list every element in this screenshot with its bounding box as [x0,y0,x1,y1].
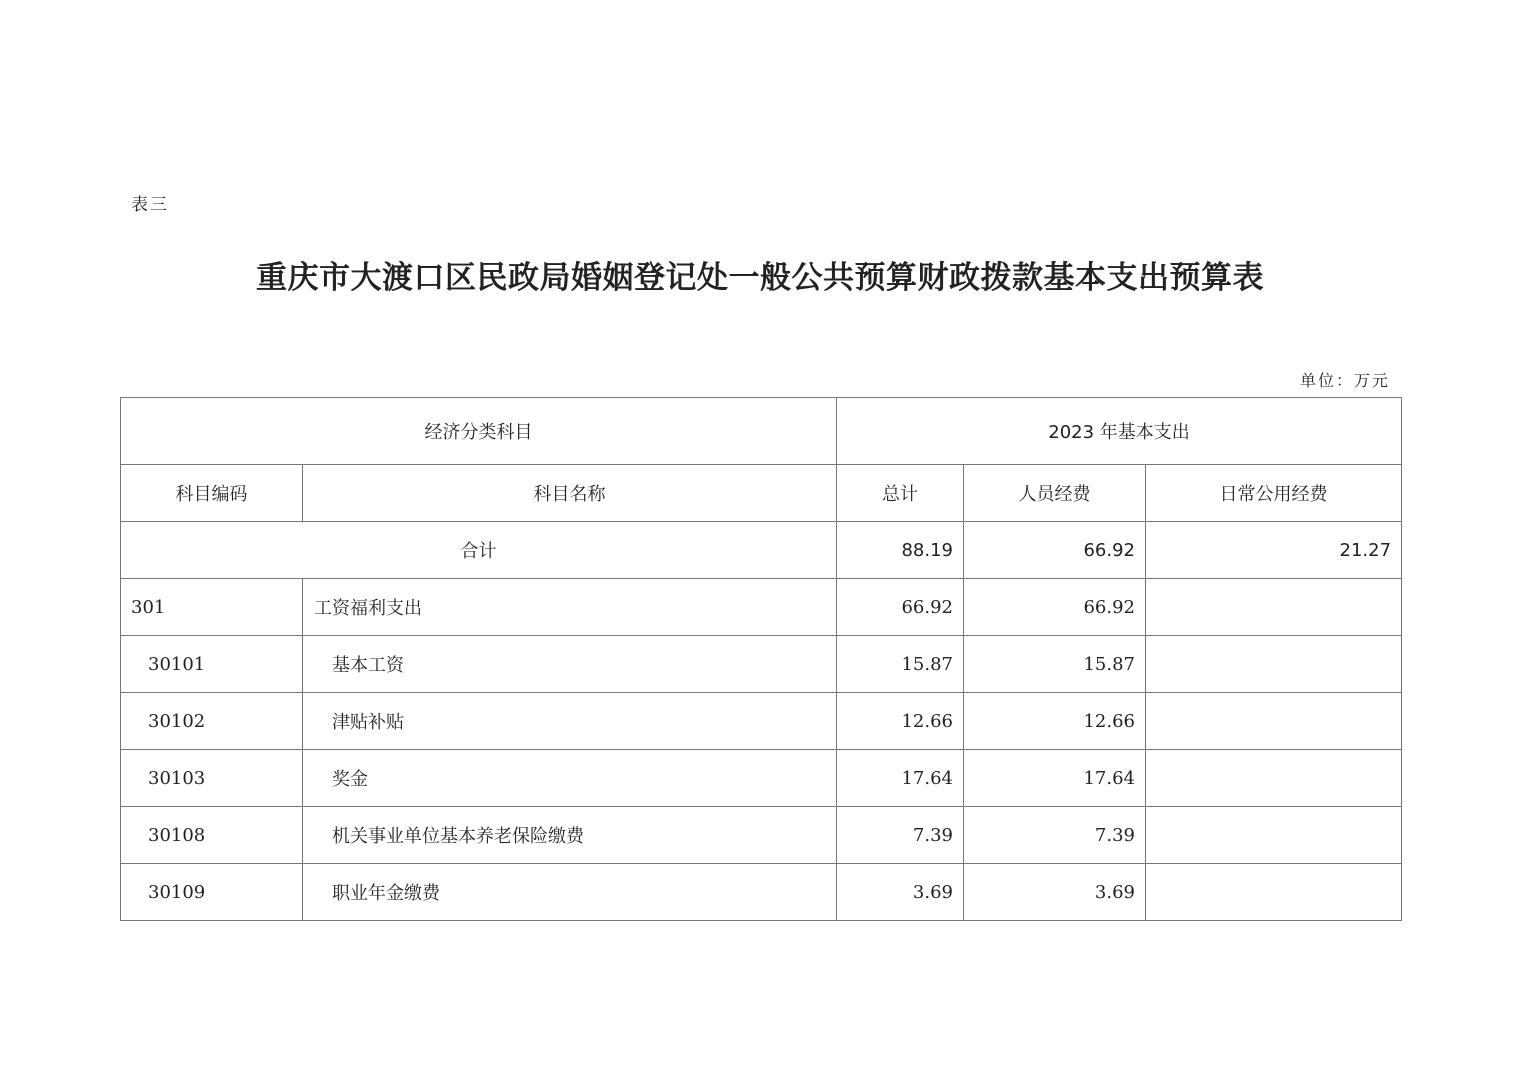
total-row [121,522,1402,579]
row-public [1146,693,1402,750]
total-total: 88.19 [837,522,964,579]
header-group-row [121,398,1402,465]
row-code: 301 [121,579,303,636]
row-name: 奖金 [303,750,837,807]
row-personnel: 3.69 [964,864,1146,921]
row-personnel: 7.39 [964,807,1146,864]
row-public [1146,636,1402,693]
column-header-total: 总计 [837,465,964,522]
row-name: 基本工资 [303,636,837,693]
row-code: 30109 [121,864,303,921]
row-total: 15.87 [837,636,964,693]
total-public: 21.27 [1146,522,1402,579]
column-header-public: 日常公用经费 [1146,465,1402,522]
row-name: 工资福利支出 [303,579,837,636]
table-row [121,750,1402,807]
table-row [121,636,1402,693]
table-row [121,864,1402,921]
row-name: 职业年金缴费 [303,864,837,921]
table-row [121,579,1402,636]
row-public [1146,750,1402,807]
row-total: 66.92 [837,579,964,636]
row-code: 30102 [121,693,303,750]
row-personnel: 12.66 [964,693,1146,750]
table-row [121,693,1402,750]
row-name: 机关事业单位基本养老保险缴费 [303,807,837,864]
row-code: 30101 [121,636,303,693]
row-total: 3.69 [837,864,964,921]
column-header-personnel: 人员经费 [964,465,1146,522]
table-row [121,807,1402,864]
total-personnel: 66.92 [964,522,1146,579]
row-total: 7.39 [837,807,964,864]
unit-label: 单位：万元 [1300,371,1391,390]
row-public [1146,579,1402,636]
header-basic-expenditure: 2023 年基本支出 [837,398,1402,465]
column-header-code: 科目编码 [121,465,303,522]
page-title: 重庆市大渡口区民政局婚姻登记处一般公共预算财政拨款基本支出预算表 [256,260,1264,296]
total-label: 合计 [121,522,837,579]
row-personnel: 66.92 [964,579,1146,636]
row-total: 17.64 [837,750,964,807]
row-personnel: 17.64 [964,750,1146,807]
column-header-name: 科目名称 [303,465,837,522]
row-public [1146,864,1402,921]
column-header-row [121,465,1402,522]
row-name: 津贴补贴 [303,693,837,750]
row-code: 30108 [121,807,303,864]
row-public [1146,807,1402,864]
row-personnel: 15.87 [964,636,1146,693]
budget-table [120,397,1402,921]
row-code: 30103 [121,750,303,807]
table-label: 表三 [131,195,169,215]
row-total: 12.66 [837,693,964,750]
header-economic-classification: 经济分类科目 [121,398,837,465]
